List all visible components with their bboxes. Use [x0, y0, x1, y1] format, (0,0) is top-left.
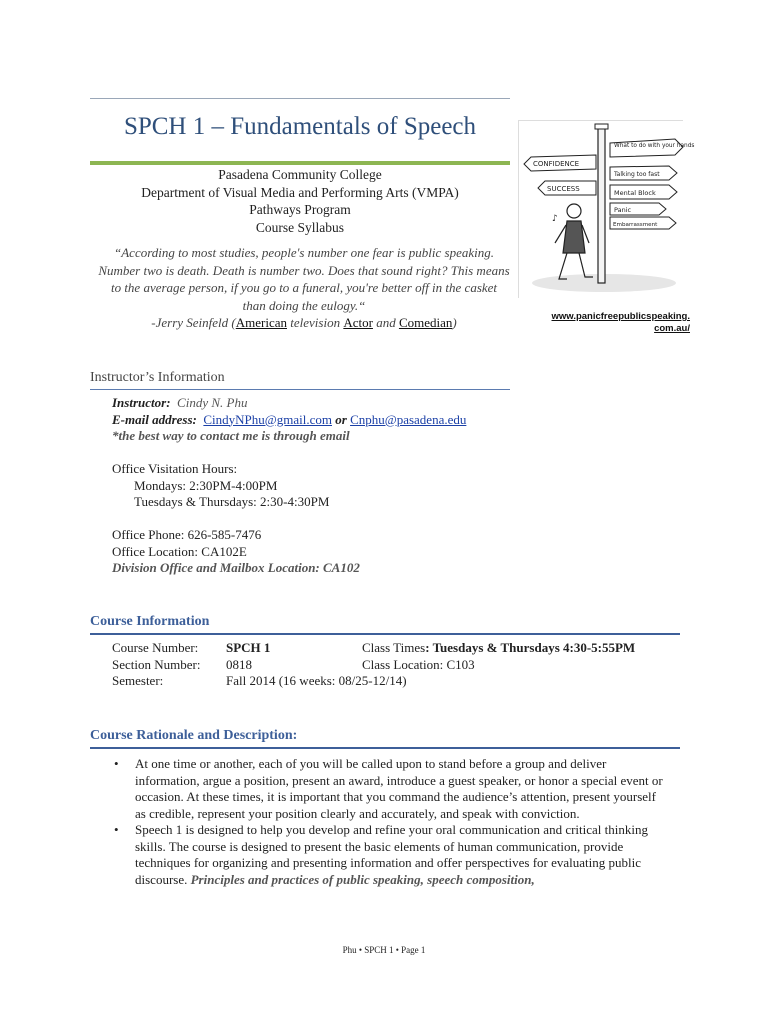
attribution-suffix: )	[452, 315, 457, 330]
list-item	[112, 822, 667, 888]
class-location-label: Class Location:	[362, 656, 444, 672]
class-times-value: : Tuesdays & Thursdays 4:30-5:55PM	[425, 640, 636, 655]
section-number-value: 0818	[226, 656, 252, 672]
attribution-prefix: -Jerry Seinfeld (	[151, 315, 236, 330]
course-number-label: Course Number:	[112, 640, 199, 655]
instructor-label: Instructor:	[112, 395, 171, 410]
rationale-item-2-emphasis: Principles and practices of public speaking, speech composition,	[190, 871, 535, 887]
class-location-value: C103	[446, 656, 475, 672]
course-info-heading: Course Information	[90, 614, 210, 629]
document-type: Course Syllabus	[255, 219, 345, 235]
email-or: or	[335, 411, 347, 427]
actor-link[interactable]: Actor	[343, 315, 373, 330]
credit-line-2: com.au/	[654, 323, 690, 334]
quote-text: “According to most studies, people's number one fear is public speaking. Number two is death. Death is number two. Does that sound right? This means to the average person, if you go to a funeral, you're better off in the casket than doing the eulogy.“	[98, 245, 510, 313]
sign-embarrassment: Embarrassment	[613, 222, 658, 228]
seinfeld-quote	[98, 244, 510, 332]
instructor-heading-rule	[90, 389, 510, 390]
sign-panic: Panic	[614, 206, 632, 214]
course-info-rule	[90, 633, 680, 635]
image-credit-link[interactable]	[520, 311, 690, 335]
rationale-heading: Course Rationale and Description:	[90, 728, 298, 743]
class-times-label: Class Times	[362, 640, 426, 655]
comedian-link[interactable]: Comedian	[398, 315, 453, 330]
sign-mental: Mental Block	[614, 189, 656, 197]
class-location-cell	[362, 657, 475, 674]
american-link[interactable]: American	[235, 315, 287, 330]
rationale-item-2: Speech 1 is designed to help you develop and refine your oral communication and critical thinking skills. The course is designed to present the basic elements of human communication, provide techniques for organizing and presenting information and offer perspectives for evaluating public discourse.	[135, 822, 648, 887]
sign-success: SUCCESS	[547, 185, 580, 193]
signpost-illustration	[519, 121, 695, 299]
rationale-item-1: At one time or another, each of you will be called upon to stand before a group and deliver information, argue a position, present an award, introduce a guest speaker, or honor a special event or occasion. At these times, it is important that you command the audience’s attention, present yourself as credible, represent your position clearly and accurately, and speak with conviction.	[135, 756, 663, 821]
instructor-heading: Instructor’s Information	[90, 370, 225, 385]
attribution-mid1: television	[287, 315, 344, 330]
instructor-info	[112, 395, 466, 577]
course-number-value: SPCH 1	[226, 640, 271, 655]
college-name: Pasadena Community College	[218, 167, 382, 182]
office-hours-label: Office Visitation Hours:	[112, 461, 238, 476]
email-link-pasadena[interactable]: Cnphu@pasadena.edu	[350, 411, 467, 427]
sign-hands-1: What to do with your hands	[614, 143, 695, 149]
semester-value: Fall 2014 (16 weeks: 08/25-12/14)	[226, 673, 407, 688]
class-times-cell	[362, 640, 635, 657]
rationale-rule	[90, 747, 680, 749]
credit-line-1: www.panicfreepublicspeaking.	[551, 311, 690, 322]
bullet-icon: •	[114, 756, 119, 771]
email-link-gmail[interactable]: CindyNPhu@gmail.com	[203, 411, 332, 427]
email-label: E-mail address:	[112, 411, 197, 427]
page-title: SPCH 1 – Fundamentals of Speech	[123, 113, 477, 140]
office-hours-monday: Mondays: 2:30PM-4:00PM	[134, 477, 278, 493]
sign-confidence: CONFIDENCE	[533, 160, 580, 168]
department-name: Department of Visual Media and Performing Arts (VMPA)	[141, 184, 459, 200]
email-row	[112, 412, 466, 429]
attribution-mid2: and	[372, 315, 399, 330]
header-block	[90, 166, 510, 236]
page-footer: Phu • SPCH 1 • Page 1	[342, 945, 426, 955]
music-note-icon: ♪	[552, 214, 558, 224]
section-number-label: Section Number:	[112, 656, 201, 672]
office-phone: Office Phone: 626-585-7476	[112, 527, 262, 542]
contact-note: *the best way to contact me is through email	[112, 428, 350, 443]
top-rule	[90, 98, 510, 99]
instructor-row	[112, 395, 466, 412]
sign-talking: Talking too fast	[614, 171, 660, 178]
signpost-cartoon	[518, 120, 695, 298]
instructor-name: Cindy N. Phu	[177, 395, 248, 410]
quote-attribution	[98, 314, 510, 332]
division-office: Division Office and Mailbox Location: CA102	[112, 560, 360, 575]
semester-label: Semester:	[112, 673, 164, 688]
office-hours-tue-thu: Tuesdays & Thursdays: 2:30-4:30PM	[134, 494, 330, 509]
office-location: Office Location: CA102E	[112, 543, 247, 559]
program-name: Pathways Program	[249, 202, 351, 217]
title-underline	[90, 161, 510, 165]
bullet-icon: •	[114, 822, 119, 837]
list-item	[112, 756, 667, 822]
rationale-list	[112, 756, 667, 888]
